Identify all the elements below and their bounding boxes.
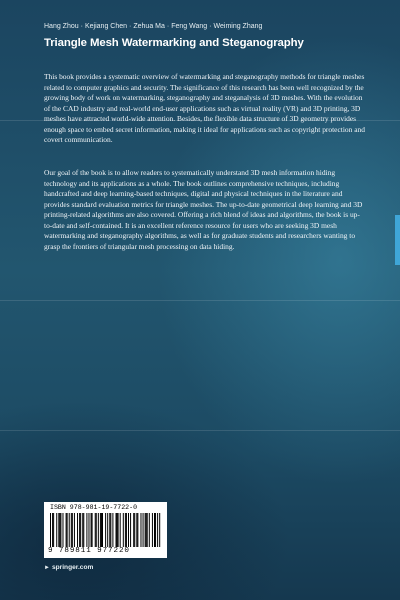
arrow-icon: ► bbox=[44, 565, 50, 571]
book-title: Triangle Mesh Watermarking and Steganography bbox=[44, 37, 304, 49]
description-paragraph: Our goal of the book is to allow readers to systematically understand 3D mesh information hiding technology and its applications as a whole. The book outlines comprehensive techniques, including handcrafted and deep learning-based techniques, digital and physical techniques in the literature and provides standard evaluation metrics for triangle meshes. The up-to-date geometrical deep learning and 3D printing-related algorithms are also covered. Offering a rich blend of ideas and algorithms, the book is up-to-date and self-contained. It is an excellent reference resource for users who are seeking 3D mesh watermarking and steganography algorithms, as well as for graduate students and researchers wanting to grasp the frontiers of triangular mesh processing on data hiding. bbox=[44, 168, 363, 251]
author-name: Kejiang Chen bbox=[84, 23, 128, 30]
author-list bbox=[44, 23, 374, 30]
publisher-url: springer.com bbox=[51, 564, 94, 571]
background-line bbox=[0, 300, 400, 301]
author-separator: · bbox=[166, 23, 170, 30]
isbn-barcode bbox=[44, 502, 167, 558]
barcode-number: 9 789811 977220 bbox=[48, 547, 130, 555]
background-line bbox=[0, 430, 400, 431]
barcode-bars bbox=[50, 513, 161, 547]
author-separator: · bbox=[80, 23, 83, 30]
author-separator: · bbox=[209, 23, 212, 30]
description-paragraph: This book provides a systematic overview of watermarking and steganography methods for triangle meshes related to computer graphics and security. The significance of this research has been well recognized by the growing body of work on watermarking, steganography and steganalysis of 3D meshes. With the evolution of the CAD industry and real-world end-user applications such as virtual reality (VR) and 3D printing, 3D meshes have attracted world-wide attention. Besides, the flexible data structure of 3D geometry provides enough space to embed secret information, making it ideal for applications such as copyright protection and covert communication. bbox=[44, 72, 365, 145]
accent-bar bbox=[395, 215, 400, 265]
author-name: Zehua Ma bbox=[133, 23, 165, 30]
author-name: Weiming Zhang bbox=[213, 23, 263, 30]
isbn-label: ISBN 978-981-19-7722-0 bbox=[50, 504, 138, 511]
author-name: Feng Wang bbox=[171, 23, 208, 30]
author-name: Hang Zhou bbox=[44, 23, 79, 30]
author-separator: · bbox=[129, 23, 132, 30]
publisher-link[interactable] bbox=[44, 564, 93, 571]
